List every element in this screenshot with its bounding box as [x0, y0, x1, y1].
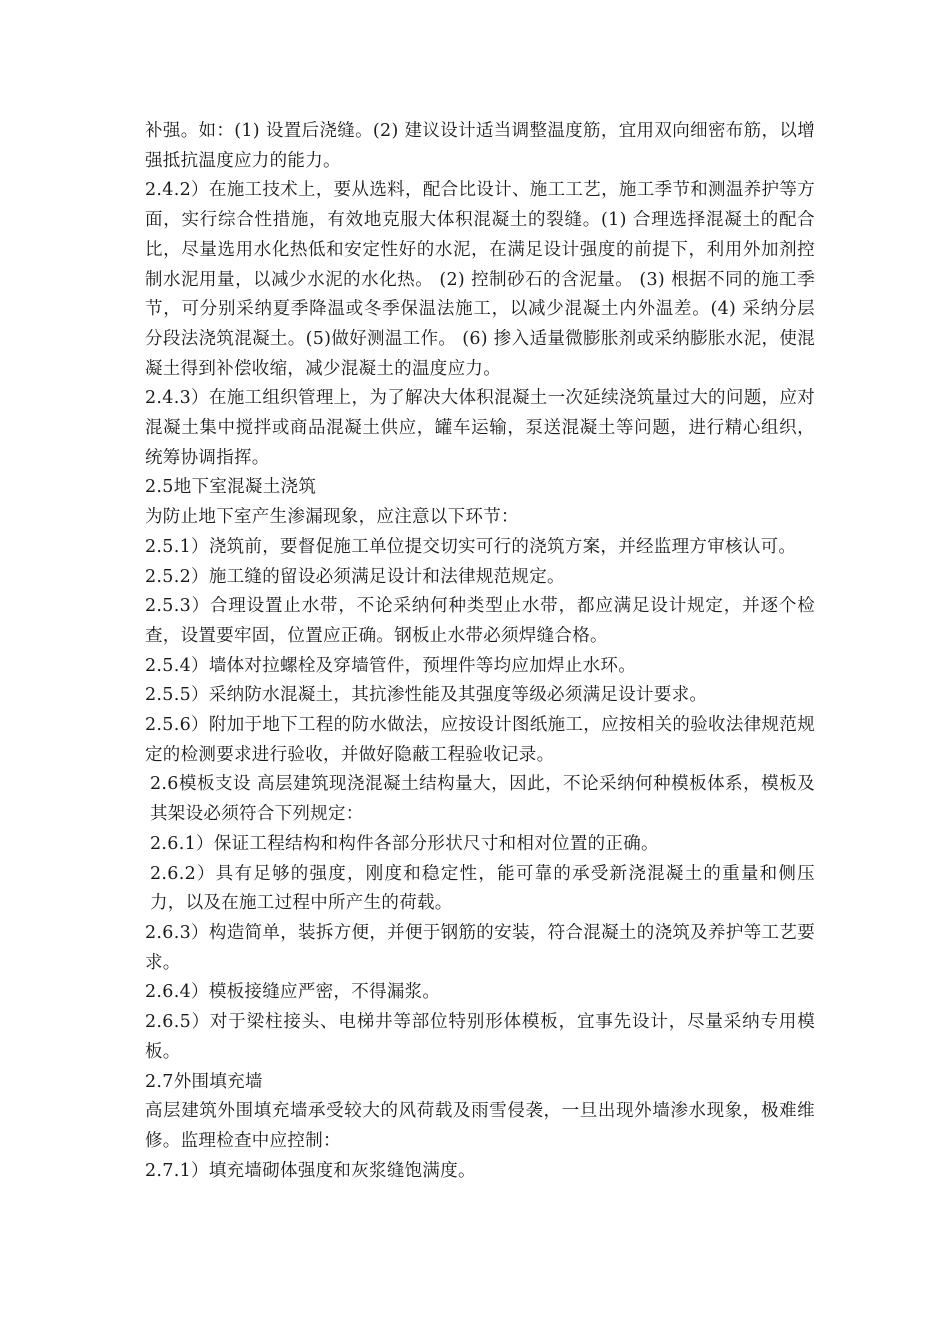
paragraph-2-5-5: 2.5.5）采纳防水混凝土，其抗渗性能及其强度等级必须满足设计要求。 [145, 685, 708, 706]
paragraph-2-6-3: 2.6.3）构造简单，装拆方便，并便于钢筋的安装，符合混凝土的浇筑及养护等工艺要求。 [145, 922, 815, 973]
paragraph-2-6-5: 2.6.5）对于梁柱接头、电梯井等部位特别形体模板，宜事先设计，尽量采纳专用模板。 [145, 1012, 815, 1062]
paragraph-reinforcement-continued: 补强。如：(1) 设置后浇缝。(2) 建议设计适当调整温度筋，宜用双向细密布筋，以增强抵抗温度应力的能力。 [145, 121, 815, 171]
paragraph-2-6-4: 2.6.4）模板接缝应严密，不得漏浆。 [145, 982, 441, 1003]
heading-2-7: 2.7外围填充墙 [145, 1071, 263, 1092]
paragraph-2-5-1: 2.5.1）浇筑前，要督促施工单位提交切实可行的浇筑方案，并经监理方审核认可。 [145, 536, 797, 557]
paragraph-2-7-intro: 高层建筑外围填充墙承受较大的风荷载及雨雪侵袭，一旦出现外墙渗水现象，极难维修。监理检查中应控制： [145, 1101, 815, 1151]
paragraph-2-5-2: 2.5.2）施工缝的留设必须满足设计和法律规范规定。 [145, 566, 565, 587]
paragraph-2-4-3: 2.4.3）在施工组织管理上，为了解决大体积混凝土一次延续浇筑量过大的问题，应对混凝土集中搅拌或商品混凝土供应，罐车运输，泵送混凝土等问题，进行精心组织，统筹协调指挥。 [145, 388, 815, 468]
paragraph-2-6: 2.6模板支设 高层建筑现浇混凝土结构量大，因此，不论采纳何种模板体系，模板及其架设必须符合下列规定： [150, 774, 815, 825]
paragraph-2-6-2: 2.6.2）具有足够的强度，刚度和稳定性，能可靠的承受新浇混凝土的重量和侧压力，以及在施工过程中所产生的荷载。 [150, 863, 815, 914]
paragraph-2-5-6: 2.5.6）附加于地下工程的防水做法，应按设计图纸施工，应按相关的验收法律规范规定的检测要求进行验收，并做好隐蔽工程验收记录。 [145, 715, 815, 765]
document-body [145, 117, 815, 1186]
paragraph-2-7-1: 2.7.1）填充墙砌体强度和灰浆缝饱满度。 [145, 1160, 476, 1181]
paragraph-2-5-4: 2.5.4）墙体对拉螺栓及穿墙管件，预埋件等均应加焊止水环。 [145, 655, 637, 676]
paragraph-2-5-3: 2.5.3）合理设置止水带，不论采纳何种类型止水带，都应满足设计规定，并逐个检查，设置要牢固，位置应正确。钢板止水带必须焊缝合格。 [145, 596, 815, 646]
paragraph-2-5-intro: 为防止地下室产生渗漏现象，应注意以下环节： [145, 507, 519, 528]
paragraph-2-4-2: 2.4.2）在施工技术上，要从选料，配合比设计、施工工艺，施工季节和测温养护等方面，实行综合性措施，有效地克服大体积混凝土的裂缝。(1) 合理选择混凝土的配合比，尽量选用水化热低和安定性好的水泥，在满足设计强度的前提下，利用外加剂控制水泥用量，以减少水泥的水化热。 (2) 控制砂石的含泥量。 (3) 根据不同的施工季节，可分别采纳夏季降温或冬季保温法施工，以减少混凝土内外温差。(4) 采纳分层分段法浇筑混凝土。(5)做好测温工作。 (6) 掺入适量微膨胀剂或采纳膨胀水泥，使混凝土得到补偿收缩，减少混凝土的温度应力。 [145, 180, 815, 379]
paragraph-2-6-1: 2.6.1）保证工程结构和构件各部分形状尺寸和相对位置的正确。 [150, 833, 659, 854]
heading-2-5: 2.5地下室混凝土浇筑 [145, 477, 317, 498]
